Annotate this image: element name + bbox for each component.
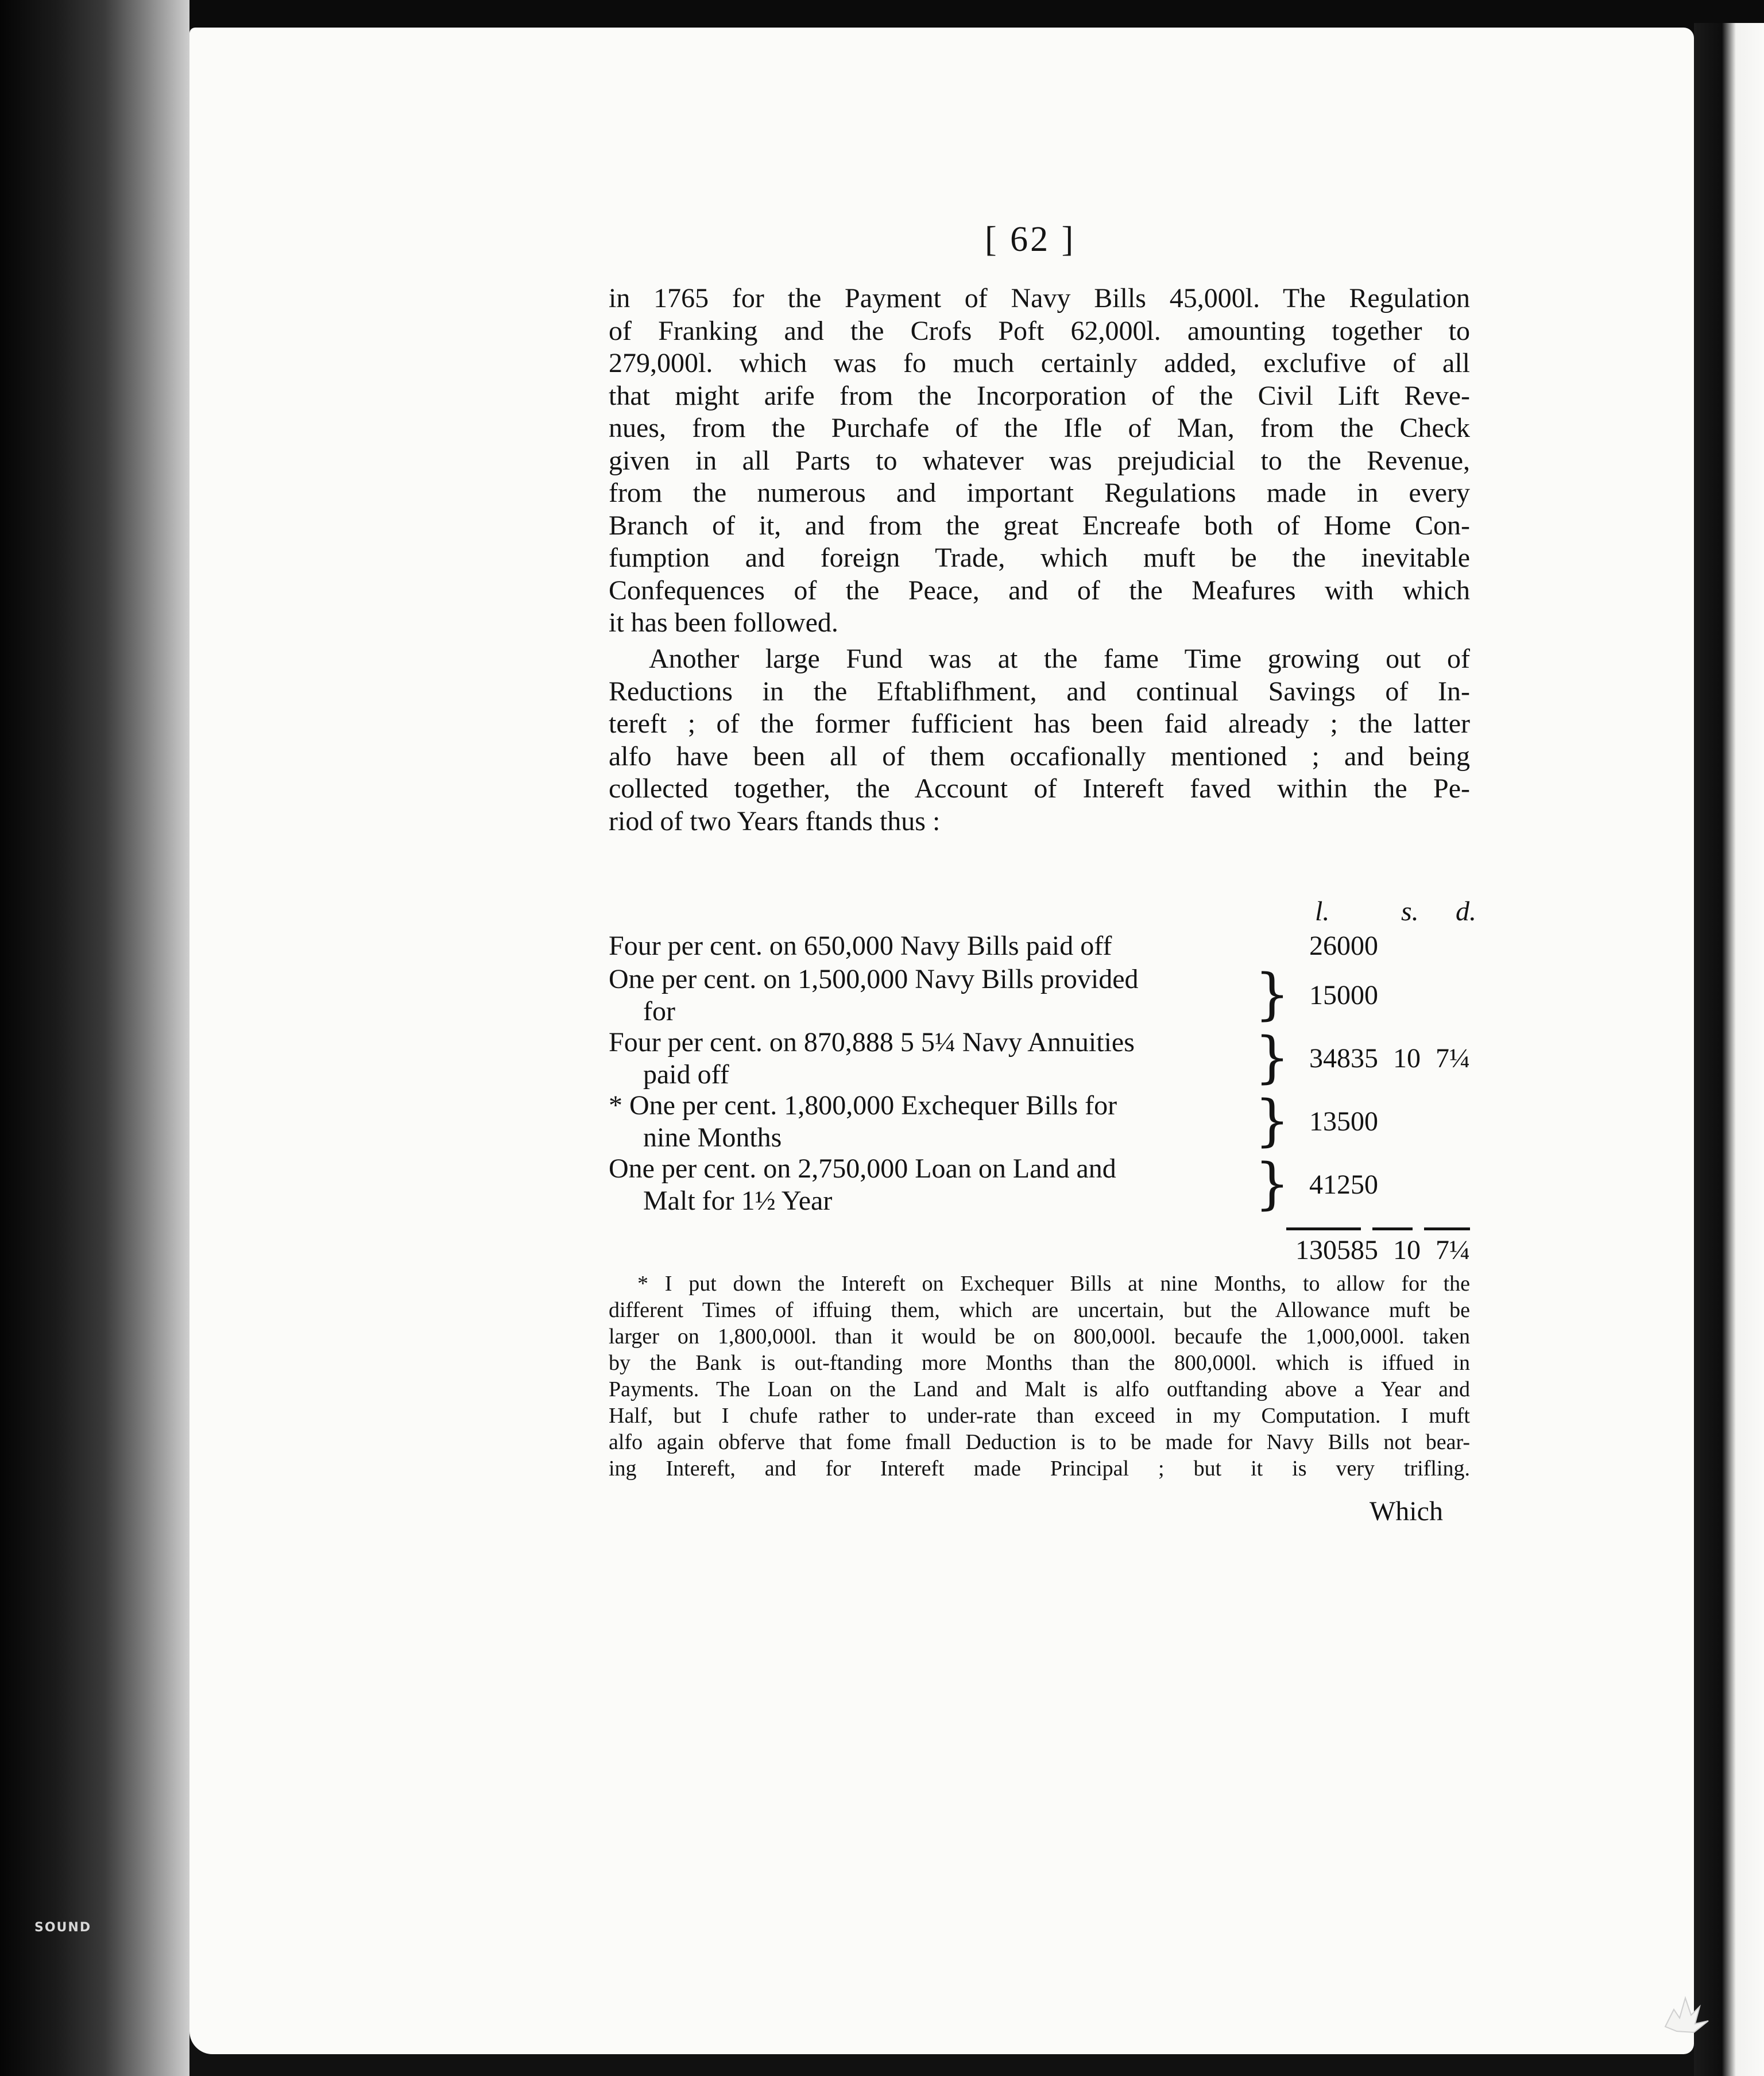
row-description-cont: paid off: [643, 1059, 729, 1090]
text-line: in 1765 for the Payment of Navy Bills 45,000l. The Regulation: [609, 283, 1470, 313]
row-shillings: 10: [1393, 1043, 1421, 1074]
footnote-line: Half, but I chufe rather to under-rate than exceed in my Computation. I muft: [609, 1404, 1470, 1428]
account-row: [609, 1153, 1470, 1217]
header-pounds: l.: [1315, 896, 1330, 927]
footnote: [609, 1271, 1470, 1482]
row-description: One per cent. on 2,750,000 Loan on Land and: [609, 1153, 1116, 1184]
text-line: riod of two Years ftands thus :: [609, 805, 941, 836]
facing-page-edge: [1694, 23, 1764, 2076]
catchword: Which: [1370, 1496, 1443, 1527]
row-description: Four per cent. on 870,888 5 5¼ Navy Annuities: [609, 1027, 1135, 1058]
total-shillings: 10: [1393, 1235, 1421, 1265]
text-line: fumption and foreign Trade, which muft be the inevitable: [609, 543, 1470, 573]
total-pounds: 130585: [1295, 1235, 1378, 1265]
footnote-line: * I put down the Intereft on Exchequer Bills at nine Months, to allow for the: [637, 1272, 1470, 1296]
paragraph-1: [609, 282, 1470, 640]
text-line: 279,000l. which was fo much certainly added, exclufive of all: [609, 348, 1470, 378]
text-line: from the numerous and important Regulations made in every: [609, 478, 1470, 508]
account-row: [609, 1027, 1470, 1091]
brace-icon: }: [1255, 1152, 1290, 1216]
footnote-line: alfo again obferve that fome fmall Deduction is to be made for Navy Bills not bear-: [609, 1430, 1470, 1454]
text-line: it has been followed.: [609, 607, 838, 638]
text-line: nues, from the Purchafe of the Ifle of Man, from the Check: [609, 413, 1470, 443]
paragraph-2: [609, 643, 1470, 838]
header-shillings: s.: [1401, 896, 1419, 927]
text-line: tereft ; of the former fufficient has been faid already ; the latter: [609, 708, 1470, 739]
footnote-line: Payments. The Loan on the Land and Malt is alfo outftanding above a Year and: [609, 1377, 1470, 1401]
brace-icon: }: [1255, 962, 1290, 1027]
account-row: [609, 1090, 1470, 1154]
text-line: given in all Parts to whatever was prejudicial to the Revenue,: [609, 445, 1470, 476]
binding-stamp: SOUND: [34, 1920, 92, 1935]
row-pounds: 15000: [1309, 980, 1378, 1010]
sum-rule: [1424, 1227, 1470, 1230]
sum-rule: [1372, 1227, 1413, 1230]
row-pounds: 41250: [1309, 1169, 1378, 1200]
torn-corner-icon: [1654, 1975, 1717, 2038]
text-line: Branch of it, and from the great Encreafe both of Home Con-: [609, 510, 1470, 541]
row-description-cont: Malt for 1½ Year: [643, 1186, 833, 1216]
row-pounds: 34835: [1309, 1043, 1378, 1074]
page-number: [ 62 ]: [985, 220, 1076, 259]
text-line: Reductions in the Eftablifhment, and continual Savings of In-: [609, 676, 1470, 707]
row-description-cont: for: [643, 996, 675, 1027]
row-description: One per cent. on 1,500,000 Navy Bills provided: [609, 964, 1139, 994]
sum-rule: [1286, 1227, 1361, 1230]
footnote-line: larger on 1,800,000l. than it would be on 800,000l. becaufe the 1,000,000l. taken: [609, 1324, 1470, 1349]
text-line: that might arife from the Incorporation of the Civil Lift Reve-: [609, 380, 1470, 411]
row-pounds: 26000: [1309, 931, 1378, 961]
footnote-line: ing Intereft, and for Intereft made Principal ; but it is very trifling.: [609, 1457, 1470, 1481]
row-pence: 7¼: [1436, 1043, 1470, 1074]
text-line: alfo have been all of them occafionally mentioned ; and being: [609, 741, 1470, 772]
header-pence: d.: [1456, 896, 1476, 927]
brace-icon: }: [1255, 1025, 1290, 1090]
text-line: collected together, the Account of Intereft faved within the Pe-: [609, 773, 1470, 804]
account-row: [609, 963, 1470, 1028]
text-line: of Franking and the Crofs Poft 62,000l. amounting together to: [609, 315, 1470, 346]
row-description: Four per cent. on 650,000 Navy Bills paid off: [609, 931, 1112, 961]
total-pence: 7¼: [1436, 1235, 1470, 1265]
row-description-cont: nine Months: [643, 1122, 782, 1153]
footnote-line: by the Bank is out-ftanding more Months than the 800,000l. which is iffued in: [609, 1351, 1470, 1375]
row-description: * One per cent. 1,800,000 Exchequer Bills for: [609, 1090, 1117, 1121]
text-line: Another large Fund was at the fame Time growing out of: [649, 644, 1470, 674]
text-line: Confequences of the Peace, and of the Meafures with which: [609, 575, 1470, 606]
brace-icon: }: [1255, 1089, 1290, 1153]
row-pounds: 13500: [1309, 1106, 1378, 1137]
footnote-line: different Times of iffuing them, which are uncertain, but the Allowance muft be: [609, 1298, 1470, 1322]
book-binding-gutter: [0, 0, 189, 2076]
